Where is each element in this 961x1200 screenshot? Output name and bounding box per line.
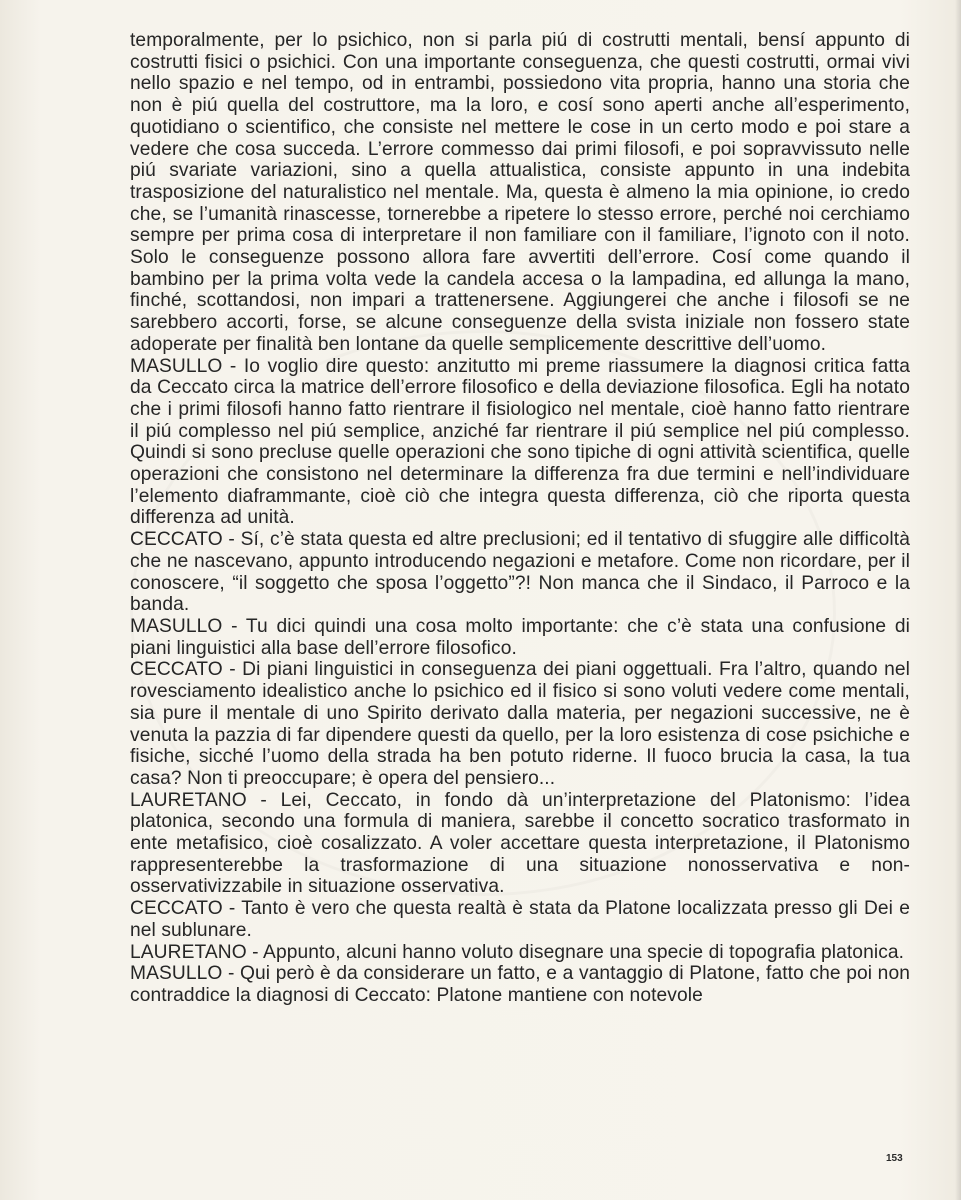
paragraph: LAURETANO - Lei, Ceccato, in fondo dà un’interpretazione del Platonismo: l’idea platonica, secondo una formula di maniera, sarebbe il concetto socratico trasformato in ente metafisico, cioè cosalizzato. A voler accettare questa interpretazione, il Platonismo rappresenterebbe la trasformazione di una situazione nonosservativa e non-osservativizzabile in situazione osservativa. xyxy=(130,789,910,898)
paragraph: MASULLO - Io voglio dire questo: anzitutto mi preme riassumere la diagnosi critica fatta da Ceccato circa la matrice dell’errore filosofico e della deviazione filosofica. Egli ha notato che i primi filosofi hanno fatto rientrare il fisiologico nel mentale, cioè hanno fatto rientrare il piú complesso nel piú semplice, anziché far rientrare il piú semplice nel piú complesso. Quindi si sono precluse quelle operazioni che sono tipiche di ogni attività scientifica, quelle operazioni che consistono nel determinare la differenza fra due termini e nell’individuare l’elemento diaframmante, cioè ciò che integra questa differenza, ciò che riporta questa differenza ad unità. xyxy=(130,355,910,529)
paragraph: CECCATO - Di piani linguistici in conseguenza dei piani oggettuali. Fra l’altro, quando nel rovesciamento idealistico anche lo psichico ed il fisico si sono voluti vedere come mentali, sia pure il mentale di uno Spirito derivato dalla materia, per negazioni successive, ne è venuta la pazzia di far dipendere questi da quello, per la loro esistenza di cose psichiche e fisiche, sicché l’uomo della strada ha ben potuto riderne. Il fuoco brucia la casa, la tua casa? Non ti preoccupare; è opera del pensiero... xyxy=(130,659,910,789)
page-edge-shadow xyxy=(955,0,961,1200)
paragraph: temporalmente, per lo psichico, non si parla piú di costrutti mentali, bensí appunto di costrutti fisici o psichici. Con una importante conseguenza, che questi costrutti, ormai vivi nello spazio e nel tempo, od in entrambi, possiedono vita propria, hanno una storia che non è piú quella del costruttore, ma la loro, e cosí sono aperti anche all’esperimento, quotidiano o scientifico, che consiste nel mettere le cose in un certo modo e poi stare a vedere che cosa succeda. L’errore commesso dai primi filosofi, e poi sopravvissuto nelle piú svariate variazioni, sino a quella attualistica, consiste appunto in una indebita trasposizione del naturalistico nel mentale. Ma, questa è almeno la mia opinione, io credo che, se l’umanità rinascesse, tornerebbe a ripetere lo stesso errore, perché noi cerchiamo sempre per prima cosa di interpretare il non familiare con il familiare, l’ignoto con il noto. Solo le conseguenze possono allora fare avvertiti dell’errore. Cosí come quando il bambino per la prima volta vede la candela accesa o la lampadina, ed allunga la mano, finché, scottandosi, non impari a trattenersene. Aggiungerei che anche i filosofi se ne sarebbero accorti, forse, se alcune conseguenze della svista iniziale non fossero state adoperate per finalità ben lontane da quelle semplicemente descrittive dell’uomo. xyxy=(130,30,910,355)
paragraph: MASULLO - Qui però è da considerare un fatto, e a vantaggio di Platone, fatto che poi non contraddice la diagnosi di Ceccato: Platone mantiene con notevole xyxy=(130,963,910,1006)
paragraph: CECCATO - Tanto è vero che questa realtà è stata da Platone localizzata presso gli Dei e nel sublunare. xyxy=(130,898,910,941)
paragraph: LAURETANO - Appunto, alcuni hanno voluto disegnare una specie di topografia platonica. xyxy=(130,941,905,963)
paragraph: MASULLO - Tu dici quindi una cosa molto importante: che c’è stata una confusione di piani linguistici alla base dell’errore filosofico. xyxy=(130,615,910,659)
page-number: 153 xyxy=(886,1153,903,1164)
paragraph: CECCATO - Sí, c’è stata questa ed altre preclusioni; ed il tentativo di sfuggire alle difficoltà che ne nascevano, appunto introducendo negazioni e metafore. Come non ricordare, per il conoscere, “il soggetto che sposa l’oggetto”?! Non manca che il Sindaco, il Parroco e la banda. xyxy=(130,529,910,616)
body-text xyxy=(130,30,910,1007)
